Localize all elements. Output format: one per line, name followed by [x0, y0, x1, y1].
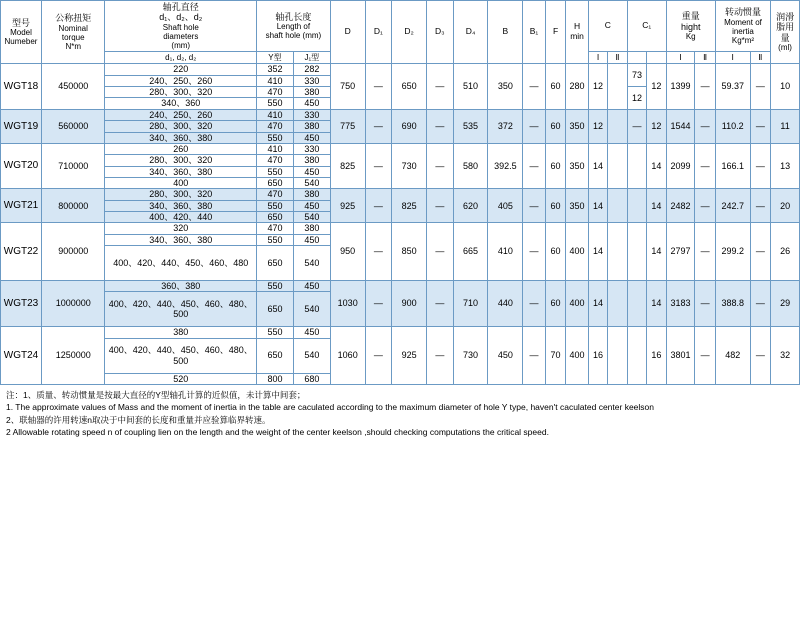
cell-B1: — [523, 64, 546, 109]
cell-mass-I: 3801 [666, 327, 695, 385]
cell-bore-diameter: 400、420、440、450、460、480、500 [105, 338, 257, 373]
cell-C-I: 14 [588, 223, 607, 281]
header-C-II: Ⅱ [608, 52, 627, 64]
cell-mass-I: 2099 [666, 143, 695, 188]
header-C1: C₁ [627, 1, 666, 52]
cell-D2: 650 [392, 64, 427, 109]
cell-bore-len-y: 470 [257, 189, 294, 200]
table-row [1, 223, 800, 234]
cell-bore-len-j: 450 [293, 98, 330, 109]
cell-grease: 10 [771, 64, 800, 109]
cell-C-I: 14 [588, 143, 607, 188]
table-row [1, 109, 800, 120]
cell-B: 450 [488, 327, 523, 385]
cell-bore-len-y: 410 [257, 143, 294, 154]
cell-F: 60 [545, 64, 565, 109]
cell-D3: — [427, 327, 454, 385]
cell-bore-len-y: 550 [257, 200, 294, 211]
cell-mass-II: — [695, 189, 715, 223]
cell-D: 1060 [330, 327, 365, 385]
cell-bore-len-y: 470 [257, 155, 294, 166]
cell-C1-II: 14 [647, 280, 666, 326]
cell-D3: — [427, 143, 454, 188]
cell-mass-II: — [695, 327, 715, 385]
cell-bore-len-j: 450 [293, 327, 330, 338]
cell-B: 410 [488, 223, 523, 281]
cell-C1-I [627, 327, 646, 385]
cell-H: 350 [566, 143, 589, 188]
cell-inertia-I: 166.1 [715, 143, 750, 188]
cell-bore-diameter: 400、420、440、450、460、480 [105, 245, 257, 280]
header-torque: 公称扭矩 Nominal torque N*m [41, 1, 105, 64]
cell-bore-len-y: 650 [257, 338, 294, 373]
cell-bore-diameter: 360、380 [105, 280, 257, 291]
cell-H: 350 [566, 189, 589, 223]
cell-inertia-II: — [750, 109, 771, 143]
cell-D4: 580 [453, 143, 488, 188]
cell-grease: 20 [771, 189, 800, 223]
table-notes [0, 385, 800, 438]
cell-bore-len-j: 380 [293, 121, 330, 132]
cell-bore-len-y: 550 [257, 166, 294, 177]
cell-bore-len-j: 450 [293, 166, 330, 177]
cell-mass-II: — [695, 223, 715, 281]
cell-D4: 510 [453, 64, 488, 109]
cell-F: 70 [545, 327, 565, 385]
cell-D4: 665 [453, 223, 488, 281]
cell-bore-len-j: 380 [293, 87, 330, 98]
cell-D: 1030 [330, 280, 365, 326]
table-row [1, 64, 800, 75]
cell-inertia-I: 242.7 [715, 189, 750, 223]
cell-bore-diameter: 340、360、380 [105, 200, 257, 211]
cell-bore-diameter: 220 [105, 64, 257, 75]
cell-D2: 825 [392, 189, 427, 223]
note-line-1: 注：1、质量、转动惯量是按最大直径的Y型轴孔计算的近似值，未计算中间套； [6, 389, 306, 400]
cell-D: 825 [330, 143, 365, 188]
cell-mass-II: — [695, 109, 715, 143]
cell-bore-diameter: 280、300、320 [105, 189, 257, 200]
cell-torque: 560000 [41, 109, 105, 143]
note-line-3: 2、联轴器的许用转速n取决于中间套的长度和重量并应验算临界转速。 [6, 414, 271, 425]
cell-torque: 800000 [41, 189, 105, 223]
cell-bore-len-y: 410 [257, 109, 294, 120]
header-bore-sub: d₁, d₂, d₂ [105, 52, 257, 64]
cell-C-II [608, 189, 627, 223]
cell-bore-diameter: 240、250、260 [105, 75, 257, 86]
cell-D2: 900 [392, 280, 427, 326]
header-grease: 润滑脂用量 (ml) [771, 1, 800, 64]
cell-D2: 690 [392, 109, 427, 143]
cell-C-I: 14 [588, 280, 607, 326]
cell-C-I: 14 [588, 189, 607, 223]
header-bore-length: 轴孔长度 Length of shaft hole (mm) [257, 1, 331, 52]
cell-bore-len-y: 550 [257, 98, 294, 109]
cell-mass-I: 1544 [666, 109, 695, 143]
cell-C1-II: 14 [647, 189, 666, 223]
cell-C-II [608, 223, 627, 281]
cell-C1-II: 14 [647, 143, 666, 188]
cell-torque: 450000 [41, 64, 105, 109]
cell-F: 60 [545, 189, 565, 223]
cell-bore-len-j: 330 [293, 109, 330, 120]
cell-B: 405 [488, 189, 523, 223]
cell-D4: 620 [453, 189, 488, 223]
cell-model: WGT22 [1, 223, 42, 281]
cell-bore-diameter: 280、300、320 [105, 155, 257, 166]
cell-B1: — [523, 280, 546, 326]
cell-C1-II: 16 [647, 327, 666, 385]
cell-D: 950 [330, 223, 365, 281]
cell-bore-len-j: 540 [293, 338, 330, 373]
cell-torque: 710000 [41, 143, 105, 188]
cell-torque: 900000 [41, 223, 105, 281]
cell-D1: — [365, 223, 392, 281]
cell-mass-I: 1399 [666, 64, 695, 109]
cell-bore-len-j: 330 [293, 75, 330, 86]
header-mass-II: Ⅱ [695, 52, 715, 64]
cell-bore-diameter: 400 [105, 177, 257, 188]
cell-C1-I [627, 189, 646, 223]
cell-bore-diameter: 340、360、380 [105, 234, 257, 245]
header-C1-II [647, 52, 666, 64]
header-C-I: Ⅰ [588, 52, 607, 64]
cell-C-I: 16 [588, 327, 607, 385]
cell-D4: 710 [453, 280, 488, 326]
cell-D1: — [365, 327, 392, 385]
cell-H: 350 [566, 109, 589, 143]
header-D: D [330, 1, 365, 64]
cell-H: 280 [566, 64, 589, 109]
cell-mass-II: — [695, 143, 715, 188]
header-bore-length-Y: Y型 [257, 52, 294, 64]
cell-C-II [608, 327, 627, 385]
cell-C-II [608, 280, 627, 326]
cell-C1-I [627, 280, 646, 326]
cell-model: WGT24 [1, 327, 42, 385]
cell-bore-len-j: 380 [293, 155, 330, 166]
cell-F: 60 [545, 280, 565, 326]
cell-D2: 925 [392, 327, 427, 385]
cell-bore-len-j: 540 [293, 211, 330, 222]
cell-D: 925 [330, 189, 365, 223]
cell-bore-len-j: 450 [293, 234, 330, 245]
cell-bore-len-y: 650 [257, 177, 294, 188]
cell-inertia-II: — [750, 189, 771, 223]
cell-D: 750 [330, 64, 365, 109]
cell-B: 392.5 [488, 143, 523, 188]
cell-bore-len-y: 550 [257, 280, 294, 291]
cell-D1: — [365, 64, 392, 109]
cell-model: WGT20 [1, 143, 42, 188]
cell-C1-I: — [627, 109, 646, 143]
cell-D: 775 [330, 109, 365, 143]
cell-B1: — [523, 109, 546, 143]
cell-bore-len-y: 470 [257, 223, 294, 234]
cell-inertia-II: — [750, 64, 771, 109]
cell-bore-diameter: 320 [105, 223, 257, 234]
cell-inertia-I: 110.2 [715, 109, 750, 143]
cell-C1-II: 12 [647, 109, 666, 143]
cell-D2: 850 [392, 223, 427, 281]
cell-grease: 32 [771, 327, 800, 385]
cell-C-I: 12 [588, 64, 607, 109]
cell-grease: 26 [771, 223, 800, 281]
header-D2: D₂ [392, 1, 427, 64]
note-line-4: 2 Allowable rotating speed n of coupling lien on the length and the weight of the center keelson ,should checking computations the critical speed. [6, 426, 549, 437]
cell-torque: 1250000 [41, 327, 105, 385]
cell-inertia-II: — [750, 143, 771, 188]
header-D4: D₄ [453, 1, 488, 64]
header-C: C [588, 1, 627, 52]
cell-D1: — [365, 143, 392, 188]
cell-bore-len-y: 470 [257, 87, 294, 98]
header-D3: D₃ [427, 1, 454, 64]
cell-bore-diameter: 240、250、260 [105, 109, 257, 120]
cell-inertia-I: 299.2 [715, 223, 750, 281]
table-row [1, 189, 800, 200]
cell-D4: 535 [453, 109, 488, 143]
note-line-2: 1. The approximate values of Mass and the moment of inertia in the table are caculated according to the maximum diameter of hole Y type, haven't caculated center keelson [6, 402, 654, 413]
cell-D1: — [365, 189, 392, 223]
cell-bore-diameter: 400、420、440、450、460、480、500 [105, 292, 257, 327]
cell-F: 60 [545, 109, 565, 143]
cell-mass-I: 2482 [666, 189, 695, 223]
cell-bore-len-y: 800 [257, 373, 294, 384]
cell-bore-len-j: 450 [293, 280, 330, 291]
header-inertia: 转动惯量 Moment of inertia Kg*m² [715, 1, 770, 52]
cell-bore-len-j: 540 [293, 177, 330, 188]
cell-C-II [608, 143, 627, 188]
cell-torque: 1000000 [41, 280, 105, 326]
cell-bore-len-j: 380 [293, 189, 330, 200]
header-bore-length-J1: J₁型 [293, 52, 330, 64]
cell-bore-len-y: 470 [257, 121, 294, 132]
cell-H: 400 [566, 327, 589, 385]
cell-bore-diameter: 400、420、440 [105, 211, 257, 222]
cell-B: 350 [488, 64, 523, 109]
cell-inertia-II: — [750, 223, 771, 281]
cell-bore-len-j: 450 [293, 200, 330, 211]
cell-C1-I [627, 223, 646, 281]
cell-D4: 730 [453, 327, 488, 385]
cell-mass-I: 3183 [666, 280, 695, 326]
cell-D3: — [427, 64, 454, 109]
cell-bore-diameter: 280、300、320 [105, 87, 257, 98]
header-bore-diameters: 轴孔直径 d₁、d₂、d₂ Shaft hole diameters (mm) [105, 1, 257, 52]
cell-grease: 29 [771, 280, 800, 326]
cell-model: WGT21 [1, 189, 42, 223]
cell-bore-len-j: 330 [293, 143, 330, 154]
cell-bore-len-j: 680 [293, 373, 330, 384]
cell-D2: 730 [392, 143, 427, 188]
cell-bore-diameter: 260 [105, 143, 257, 154]
cell-B1: — [523, 223, 546, 281]
table-row [1, 327, 800, 338]
cell-bore-diameter: 280、300、320 [105, 121, 257, 132]
cell-H: 400 [566, 223, 589, 281]
header-model: 型号 Model Numeber [1, 1, 42, 64]
cell-bore-len-j: 540 [293, 245, 330, 280]
cell-C-II [608, 64, 627, 109]
cell-bore-len-y: 650 [257, 245, 294, 280]
cell-bore-len-j: 282 [293, 64, 330, 75]
table-body [1, 64, 800, 385]
cell-C1-II: 14 [647, 223, 666, 281]
cell-C1-I [627, 143, 646, 188]
cell-mass-II: — [695, 64, 715, 109]
cell-F: 60 [545, 223, 565, 281]
header-Hmin: H min [566, 1, 589, 64]
header-C1-I [627, 52, 646, 64]
cell-grease: 11 [771, 109, 800, 143]
cell-mass-II: — [695, 280, 715, 326]
cell-bore-diameter: 340、360 [105, 98, 257, 109]
cell-H: 400 [566, 280, 589, 326]
cell-inertia-I: 482 [715, 327, 750, 385]
cell-mass-I: 2797 [666, 223, 695, 281]
cell-inertia-II: — [750, 327, 771, 385]
cell-B: 372 [488, 109, 523, 143]
cell-C-I: 12 [588, 109, 607, 143]
cell-bore-diameter: 340、360、380 [105, 132, 257, 143]
cell-F: 60 [545, 143, 565, 188]
cell-D1: — [365, 109, 392, 143]
cell-D3: — [427, 189, 454, 223]
header-F: F [545, 1, 565, 64]
header-B1: B₁ [523, 1, 546, 64]
cell-bore-len-y: 650 [257, 211, 294, 222]
cell-model: WGT18 [1, 64, 42, 109]
cell-bore-diameter: 520 [105, 373, 257, 384]
cell-D3: — [427, 109, 454, 143]
cell-bore-len-y: 650 [257, 292, 294, 327]
header-inertia-II: Ⅱ [750, 52, 771, 64]
header-mass: 重量 hight Kg [666, 1, 715, 52]
cell-B1: — [523, 327, 546, 385]
cell-bore-len-j: 380 [293, 223, 330, 234]
cell-bore-len-y: 410 [257, 75, 294, 86]
cell-inertia-I: 388.8 [715, 280, 750, 326]
cell-bore-len-j: 450 [293, 132, 330, 143]
table-row [1, 280, 800, 291]
cell-bore-diameter: 380 [105, 327, 257, 338]
cell-D3: — [427, 223, 454, 281]
cell-C1-I-b: 12 [627, 87, 646, 110]
header-B: B [488, 1, 523, 64]
cell-B: 440 [488, 280, 523, 326]
cell-bore-len-j: 540 [293, 292, 330, 327]
table-row [1, 143, 800, 154]
cell-inertia-I: 59.37 [715, 64, 750, 109]
cell-bore-len-y: 550 [257, 132, 294, 143]
header-inertia-I: Ⅰ [715, 52, 750, 64]
header-mass-I: Ⅰ [666, 52, 695, 64]
header-D1: D₁ [365, 1, 392, 64]
cell-C1-I: 73 [627, 64, 646, 87]
cell-bore-diameter: 340、360、380 [105, 166, 257, 177]
cell-bore-len-y: 550 [257, 327, 294, 338]
cell-model: WGT23 [1, 280, 42, 326]
cell-B1: — [523, 189, 546, 223]
table-header [1, 1, 800, 64]
cell-inertia-II: — [750, 280, 771, 326]
cell-bore-len-y: 352 [257, 64, 294, 75]
cell-D3: — [427, 280, 454, 326]
cell-D1: — [365, 280, 392, 326]
cell-grease: 13 [771, 143, 800, 188]
cell-model: WGT19 [1, 109, 42, 143]
cell-C-II [608, 109, 627, 143]
cell-C1-II: 12 [647, 64, 666, 109]
cell-B1: — [523, 143, 546, 188]
cell-bore-len-y: 550 [257, 234, 294, 245]
